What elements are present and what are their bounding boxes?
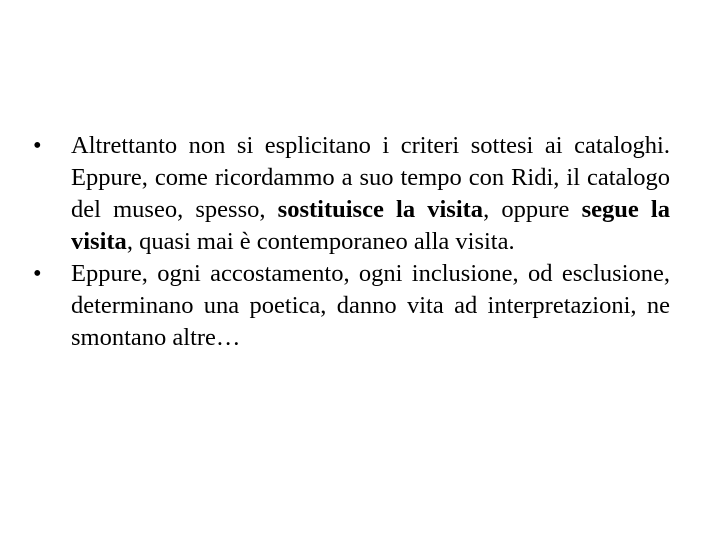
text-segment: , quasi mai è contemporaneo alla visita. — [126, 228, 515, 255]
bullet-item-1 — [33, 130, 670, 258]
bold-text-segment: segue la visita — [71, 196, 670, 255]
bullet-item-2 — [33, 258, 670, 354]
bullet-marker: • — [33, 260, 42, 287]
text-segment: Eppure, ogni accostamento, ogni inclusione, od esclusione, determinano una poetica, danno vita ad interpretazioni, ne smontano altre… — [71, 260, 670, 351]
bullet-list — [33, 130, 670, 354]
text-segment: , oppure — [483, 196, 582, 223]
bullet-marker: • — [33, 132, 42, 159]
bold-text-segment: sostituisce la visita — [277, 196, 484, 223]
bullet-text — [71, 132, 670, 255]
text-segment: Altrettanto non si esplicitano i criteri sottesi ai cataloghi. Eppure, come ricordammo a suo tempo con Ridi, il catalogo del museo, spesso, — [71, 132, 670, 223]
bullet-text — [71, 260, 670, 351]
